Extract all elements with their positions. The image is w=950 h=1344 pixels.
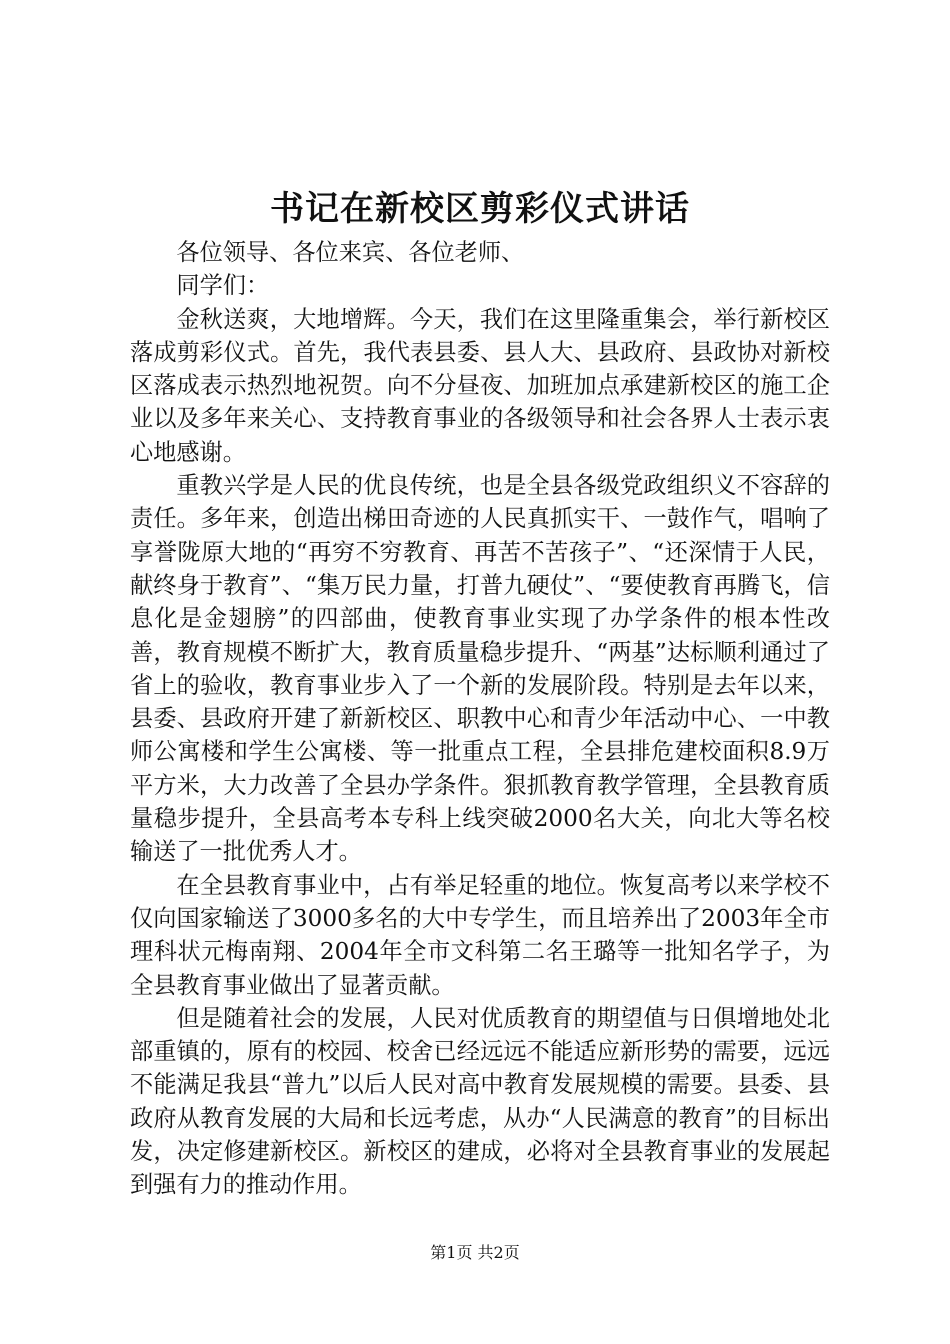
document-body <box>130 236 830 1202</box>
document-title: 书记在新校区剪彩仪式讲话 <box>270 189 690 229</box>
document-page <box>130 0 830 1344</box>
paragraph-3: 在全县教育事业中，占有举足轻重的地位。恢复高考以来学校不仅向国家输送了3000多名的大中专学生，而且培养出了2003年全市理科状元梅南翔、2004年全市文科第二名王璐等一批知名学子，为全县教育事业做出了显著贡献。 <box>130 871 830 999</box>
page-footer: 第1页 共2页 <box>430 1243 520 1262</box>
paragraph-2: 重教兴学是人民的优良传统，也是全县各级党政组织义不容辞的责任。多年来，创造出梯田奇迹的人民真抓实干、一鼓作气，唱响了享誉陇原大地的“再穷不穷教育、再苦不苦孩子”、“还深情于人民，献终身于教育”、“集万民力量，打普九硬仗”、“要使教育再腾飞，信息化是金翅膀”的四部曲，使教育事业实现了办学条件的根本性改善，教育规模不断扩大，教育质量稳步提升、“两基”达标顺利通过了省上的验收，教育事业步入了一个新的发展阶段。特别是去年以来，县委、县政府开建了新新校区、职教中心和青少年活动中心、一中教师公寓楼和学生公寓楼、等一批重点工程，全县排危建校面积8.9万平方米，大力改善了全县办学条件。狠抓教育教学管理，全县教育质量稳步提升，全县高考本专科上线突破2000名大关，向北大等名校输送了一批优秀人才。 <box>130 472 830 866</box>
salutation-line-1: 各位领导、各位来宾、各位老师、 <box>176 239 525 266</box>
salutation-line-2: 同学们： <box>176 272 270 300</box>
paragraph-4: 但是随着社会的发展，人民对优质教育的期望值与日俱增地处北部重镇的，原有的校园、校舍已经远远不能适应新形势的需要，远远不能满足我县“普九”以后人民对高中教育发展规模的需要。县委、县政府从教育发展的大局和长远考虑，从办“人民满意的教育”的目标出发，决定修建新校区。新校区的建成，必将对全县教育事业的发展起到强有力的推动作用。 <box>130 1004 830 1199</box>
paragraph-1: 金秋送爽，大地增辉。今天，我们在这里隆重集会，举行新校区落成剪彩仪式。首先，我代表县委、县人大、县政府、县政协对新校区落成表示热烈地祝贺。向不分昼夜、加班加点承建新校区的施工企业以及多年来关心、支持教育事业的各级领导和社会各界人士表示衷心地感谢。 <box>130 305 830 466</box>
